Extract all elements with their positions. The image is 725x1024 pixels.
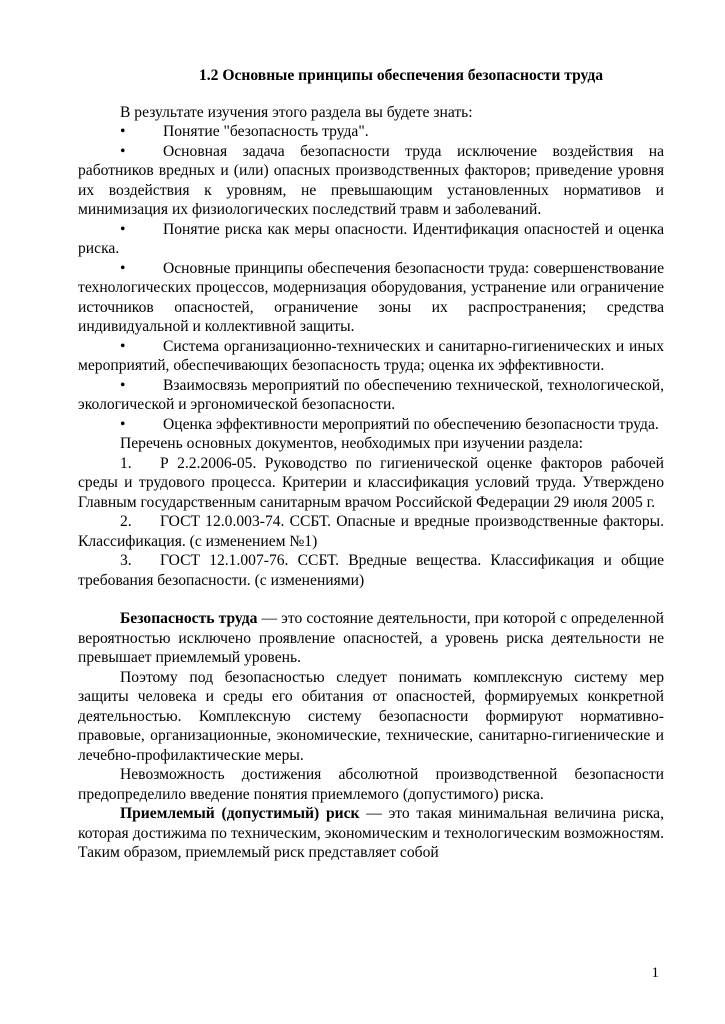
bullet-text: Основные принципы обеспечения безопасности труда: совершенствование технологических процессов, модернизация оборудования, устранение или ограничение источников опасностей, ограничение зоны их распространения; средства индивидуальной и коллективной защиты.	[78, 259, 664, 335]
documents-intro: Перечень основных документов, необходимых при изучении раздела:	[120, 435, 583, 452]
documents-list	[78, 454, 664, 591]
bullet-marker: •	[120, 220, 126, 238]
bullet-item	[78, 259, 664, 337]
definition-safety	[78, 609, 664, 668]
bullet-text: Основная задача безопасности труда исключение воздействия на работников вредных и (или) опасных производственных факторов; приведение уровня их воздействия к уровням, не превышающим установленных нормативов и минимизация их физиологических последствий травм и заболеваний.	[78, 142, 664, 218]
bullet-text: Система организационно-технических и санитарно-гигиенических и иных мероприятий, обеспечивающих безопасность труда; оценка их эффективности.	[78, 337, 664, 374]
document-page	[78, 66, 664, 863]
bullet-item	[78, 122, 664, 142]
bullet-item	[78, 337, 664, 376]
section-title: 1.2 Основные принципы обеспечения безопасности труда	[198, 67, 604, 84]
bullet-marker: •	[120, 337, 126, 355]
document-number: 3.	[120, 552, 132, 569]
bullet-text: Взаимосвязь мероприятий по обеспечению технической, технологической, экологической и эргономической безопасности.	[78, 376, 664, 413]
bullet-text: Понятие "безопасность труда".	[163, 123, 369, 140]
paragraph-complex-system: Поэтому под безопасностью следует понимать комплексную систему мер защиты человека и среды его обитания от опасностей, формируемых конкретной деятельностью. Комплексную систему безопасности формируют нормативно-правовые, организационные, экономические, технические, санитарно-гигиенические и лечебно-профилактические меры.	[78, 668, 664, 764]
definition-text: — это состояние деятельности, при которой с определенной вероятностью исключено проявление опасностей, а уровень риска деятельности не превышает приемлемый уровень.	[78, 610, 665, 666]
document-text: ГОСТ 12.1.007-76. ССБТ. Вредные вещества. Классификация и общие требования безопасности. (с изменениями)	[78, 552, 664, 589]
bullet-marker: •	[120, 376, 126, 394]
bullet-item	[78, 415, 664, 435]
definition-text: — это такая минимальная величина риска, которая достижима по техническим, экономическим и технологическим возможностям. Таким образом, приемлемый риск представляет собой	[78, 805, 664, 861]
document-item	[78, 551, 664, 590]
bullet-text: Оценка эффективности мероприятий по обеспечению безопасности труда.	[163, 415, 659, 433]
definition-term: Безопасность труда	[120, 610, 258, 627]
paragraph-acceptable-risk-intro: Невозможность достижения абсолютной производственной безопасности предопределило введение понятия приемлемого (допустимого) риска.	[78, 766, 664, 803]
page-number: 1	[651, 965, 659, 981]
bullet-marker: •	[120, 259, 126, 277]
intro-paragraph: В результате изучения этого раздела вы будете знать:	[120, 103, 473, 121]
document-text: ГОСТ 12.0.003-74. ССБТ. Опасные и вредные производственные факторы. Классификация. (с изменением №1)	[78, 513, 664, 550]
bullet-item	[78, 376, 664, 415]
bullet-marker: •	[120, 123, 126, 140]
document-text: Р 2.2.2006-05. Руководство по гигиенической оценке факторов рабочей среды и трудового процесса. Критерии и классификация условий труда. Утверждено Главным государственным санитарным врачом Российской Федерации 29 июля 2005 г.	[78, 454, 664, 511]
document-number: 1.	[120, 454, 132, 472]
bullet-marker: •	[120, 142, 126, 160]
document-item	[78, 512, 664, 551]
bullet-item	[78, 220, 664, 259]
document-item	[78, 454, 664, 513]
spacer	[78, 590, 664, 609]
document-number: 2.	[120, 513, 132, 530]
definition-acceptable-risk	[78, 804, 664, 863]
bullet-list	[78, 122, 664, 434]
bullet-marker: •	[120, 415, 126, 433]
bullet-item	[78, 142, 664, 220]
bullet-text: Понятие риска как меры опасности. Идентификация опасностей и оценка риска.	[78, 220, 664, 257]
definition-term: Приемлемый (допустимый) риск	[120, 805, 360, 822]
